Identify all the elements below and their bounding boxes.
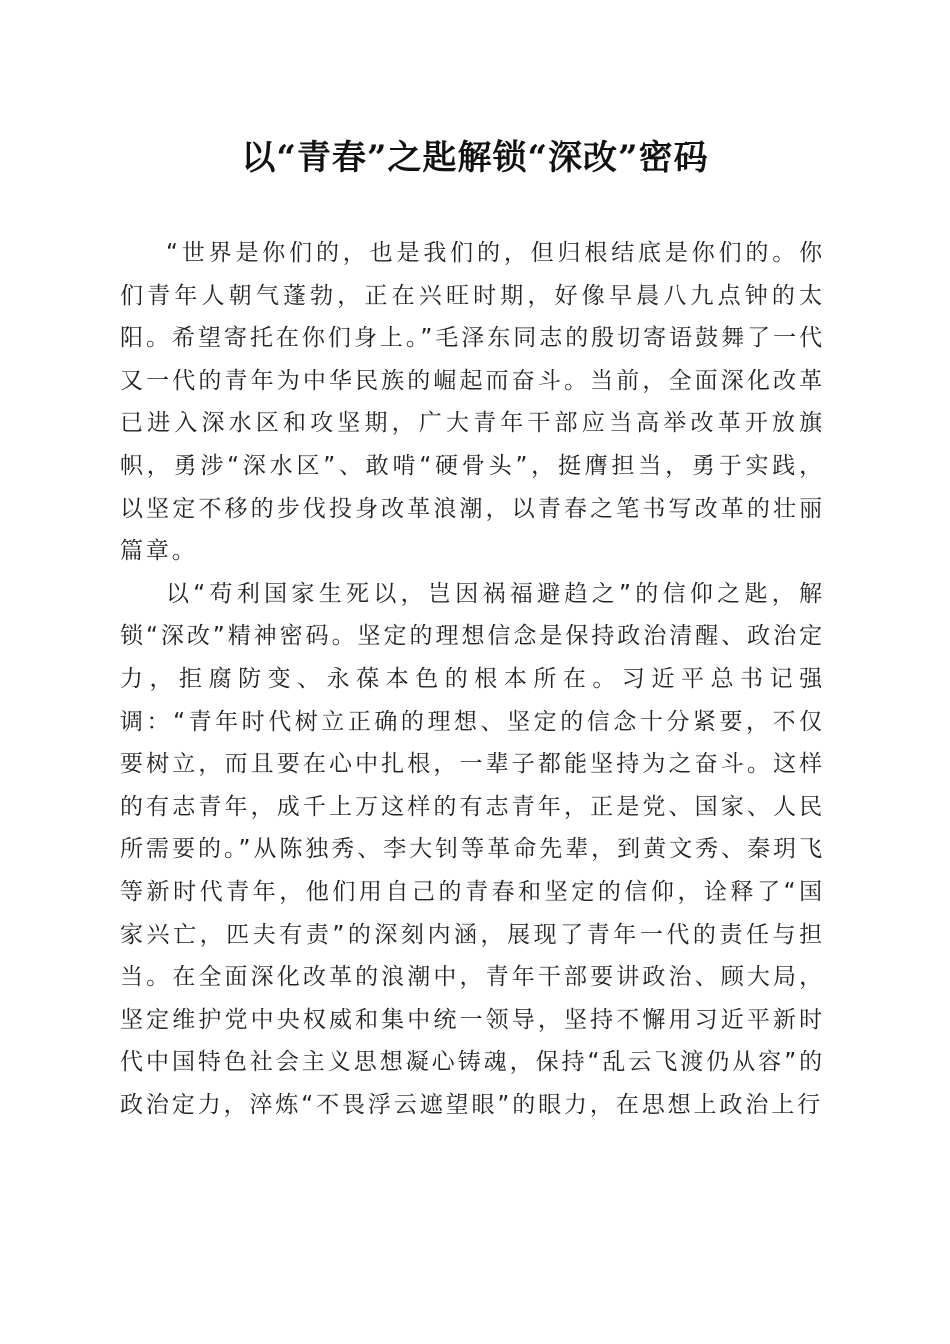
document-body [120, 232, 825, 1126]
paragraph-1: “世界是你们的，也是我们的，但归根结底是你们的。你们青年人朝气蓬勃，正在兴旺时期，好像早晨八九点钟的太阳。希望寄托在你们身上。”毛泽东同志的殷切寄语鼓舞了一代又一代的青年为中华民族的崛起而奋斗。当前，全面深化改革已进入深水区和攻坚期，广大青年干部应当高举改革开放旗帜，勇涉“深水区”、敢啃“硬骨头”，挺膺担当，勇于实践，以坚定不移的步伐投身改革浪潮，以青春之笔书写改革的壮丽篇章。 [120, 240, 825, 565]
document-title: 以“青春”之匙解锁“深改”密码 [241, 138, 709, 178]
paragraph-2: 以“苟利国家生死以，岂因祸福避趋之”的信仰之匙，解锁“深改”精神密码。坚定的理想信念是保持政治清醒、政治定力，拒腐防变、永葆本色的根本所在。习近平总书记强调：“青年时代树立正确的理想、坚定的信念十分紧要，不仅要树立，而且要在心中扎根，一辈子都能坚持为之奋斗。这样的有志青年，成千上万这样的有志青年，正是党、国家、人民所需要的。”从陈独秀、李大钊等革命先辈，到黄文秀、秦玥飞等新时代青年，他们用自己的青春和坚定的信仰，诠释了“国家兴亡，匹夫有责”的深刻内涵，展现了青年一代的责任与担当。在全面深化改革的浪潮中，青年干部要讲政治、顾大局，坚定维护党中央权威和集中统一领导，坚持不懈用习近平新时代中国特色社会主义思想凝心铸魂，保持“乱云飞渡仍从容”的政治定力，淬炼“不畏浮云遮望眼”的眼力，在思想上政治上行 [120, 580, 825, 1118]
